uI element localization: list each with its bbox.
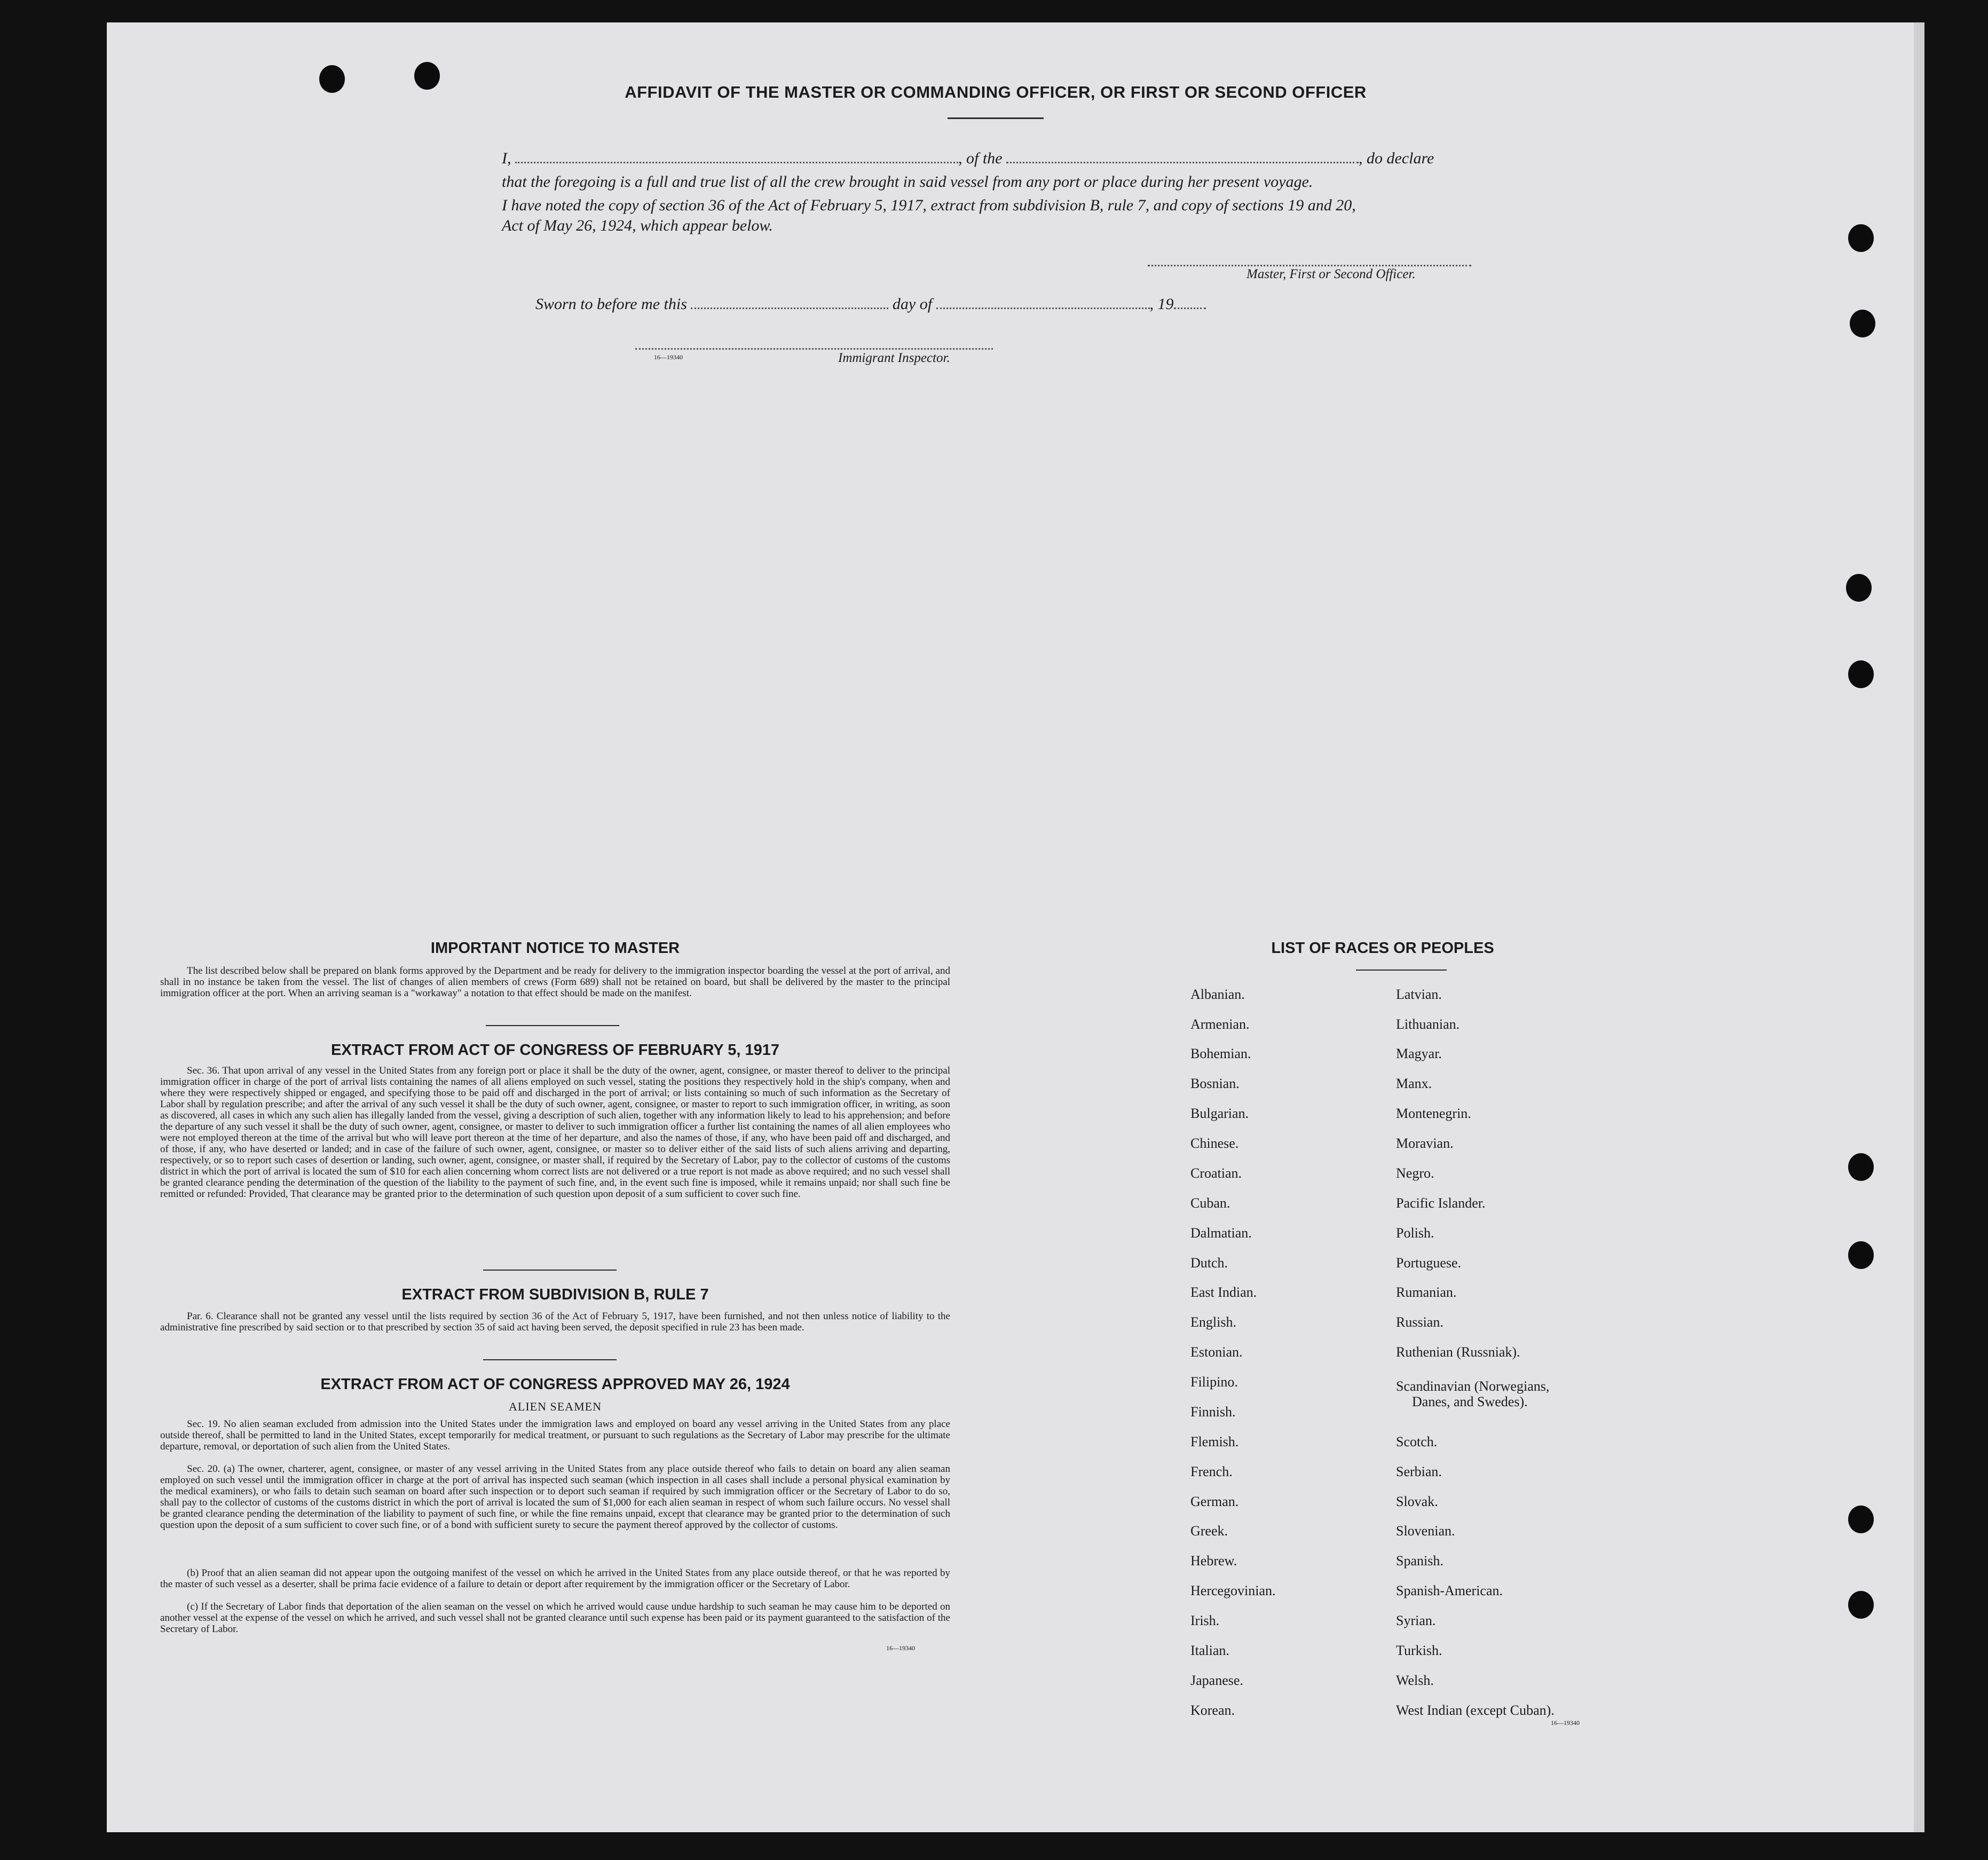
divider xyxy=(948,117,1044,119)
punch-hole xyxy=(1850,310,1875,337)
race-item: English. xyxy=(1190,1314,1236,1330)
punch-hole xyxy=(319,65,345,93)
notice-title: IMPORTANT NOTICE TO MASTER xyxy=(430,940,680,957)
punch-hole xyxy=(1848,224,1874,252)
race-item: Dalmatian. xyxy=(1190,1225,1252,1241)
sworn-label: Sworn to before me this xyxy=(535,295,687,313)
race-item: Greek. xyxy=(1190,1523,1228,1539)
race-item: Spanish-American. xyxy=(1396,1583,1503,1598)
master-signature-line[interactable] xyxy=(1148,265,1471,266)
page-edge xyxy=(1914,22,1924,1832)
race-item: Japanese. xyxy=(1190,1673,1243,1688)
race-item: Pacific Islander. xyxy=(1396,1195,1486,1211)
race-item: Hercegovinian. xyxy=(1190,1583,1276,1598)
race-item: West Indian (except Cuban). xyxy=(1396,1703,1555,1718)
divider xyxy=(1356,970,1447,971)
extract-1924-title: EXTRACT FROM ACT OF CONGRESS APPROVED MAY 26, 1924 xyxy=(320,1376,790,1393)
sec20c-text: (c) If the Secretary of Labor finds that deportation of the alien seaman on the vessel on which he arrived would cause undue hardship to such seaman he may cause him to be deported on another vessel at the expense of the vessel on which he arrived, and such vessel shall not be granted clearance until such expense has been paid or its payment guaranteed to the satisfaction of the Secretary of Labor. xyxy=(160,1601,950,1635)
affidavit-title: AFFIDAVIT OF THE MASTER OR COMMANDING OFFICER, OR FIRST OR SECOND OFFICER xyxy=(625,83,1367,101)
race-item: Dutch. xyxy=(1190,1255,1228,1271)
inspector-signature-line[interactable] xyxy=(635,348,993,350)
race-item: Negro. xyxy=(1396,1165,1434,1181)
divider xyxy=(486,1025,619,1026)
form-code: 16—19340 xyxy=(654,353,683,361)
races-title: LIST OF RACES OR PEOPLES xyxy=(1271,940,1494,957)
race-item: Spanish. xyxy=(1396,1553,1443,1569)
year-label: , 19 xyxy=(1149,295,1174,313)
race-item: Chinese. xyxy=(1190,1136,1239,1151)
punch-hole xyxy=(1848,660,1874,688)
race-item: Rumanian. xyxy=(1396,1284,1457,1300)
master-caption: Master, First or Second Officer. xyxy=(1247,267,1416,281)
race-item: Slovak. xyxy=(1396,1494,1438,1509)
race-item: Ruthenian (Russniak). xyxy=(1396,1344,1520,1360)
do-declare-label: , do declare xyxy=(1359,149,1434,167)
race-item: Magyar. xyxy=(1396,1046,1442,1061)
punch-hole xyxy=(414,62,440,90)
extract-1917-title: EXTRACT FROM ACT OF CONGRESS OF FEBRUARY 5, 1917 xyxy=(330,1042,780,1059)
race-item: Hebrew. xyxy=(1190,1553,1237,1569)
race-item: Irish. xyxy=(1190,1613,1220,1628)
declaration-line xyxy=(502,147,1495,170)
race-item: Croatian. xyxy=(1190,1165,1242,1181)
race-item: Filipino. xyxy=(1190,1374,1238,1390)
race-item: French. xyxy=(1190,1464,1233,1479)
race-item: Polish. xyxy=(1396,1225,1434,1241)
race-item: Scotch. xyxy=(1396,1434,1438,1449)
declaration-text-3: Act of May 26, 1924, which appear below. xyxy=(502,217,773,234)
sec19-text: Sec. 19. No alien seaman excluded from admission into the United States under the immigration laws and employed on board any vessel arriving in the United States from any place outside thereof, shall be permitted to land in the United States, except temporarily for medical treatment, or pursuant to such regulations as the Secretary of Labor may prescribe for the ultimate departure, removal, or deportation of such alien from the United States. xyxy=(160,1418,950,1452)
race-item: Lithuanian. xyxy=(1396,1016,1460,1032)
sworn-month-blank[interactable] xyxy=(936,305,1150,309)
extract-rule7-text: Par. 6. Clearance shall not be granted any vessel until the lists required by section 36 of the Act of February 5, 1917, have been furnished, and not then unless notice of liability to the administrative fine prescribed by said section or to that prescribed by section 35 of said act having been served, the deposit specified in rule 23 has been made. xyxy=(160,1311,950,1333)
day-of-label: day of xyxy=(892,295,933,313)
race-item: Korean. xyxy=(1190,1703,1235,1718)
declaration-text-2: I have noted the copy of section 36 of the Act of February 5, 1917, extract from subdivision B, rule 7, and copy of sections 19 and 20, xyxy=(502,196,1356,214)
extract-1917-text: Sec. 36. That upon arrival of any vessel in the United States from any foreign port or place it shall be the duty of the owner, agent, consignee, or master thereof to deliver to the principal immigration officer in charge of the port of arrival lists containing the names of all aliens employed on such vessel, stating the positions they respectively hold in the ship's company, when and where they were respectively shipped or engaged, and specifying those to be paid off and discharged in the port of arrival; or lists containing so much of such information as the Secretary of Labor shall by regulation prescribe; and after the arrival of any such vessel it shall be the duty of such owner, agent, consignee, or master to report to such immigration officer, in writing, as soon as discovered, all cases in which any such alien has illegally landed from the vessel, giving a description of such alien, together with any information likely to lead to his apprehension; and before the departure of any such vessel it shall be the duty of such owner, agent, consignee, or master to deliver to such immigration officer a further list containing the names of all alien employees who were not employed thereon at the time of the arrival but who will leave port thereon at the time of her departure, and also the names of those, if any, who have been paid off and discharged, and of those, if any, who have deserted or landed; and in case of the failure of such owner, agent, consignee, or master so to deliver either of the said lists of such aliens arriving and departing, respectively, or so to report such cases of desertion or landing, such owner, agent, consignee, or master shall, if required by the Secretary of Labor, pay to the collector of customs of the customs district in which the port of arrival is located the sum of $10 for each alien concerning whom correct lists are not delivered or a true report is not made as above required; and no such vessel shall be granted clearance pending the determination of the question of the liability to the payment of such fine, and, in the event such fine is imposed, while it remains unpaid; nor shall such fine be remitted or refunded: Provided, That clearance may be granted prior to the determination of such question upon deposit of a sum sufficient to cover such fine. xyxy=(160,1065,950,1200)
form-code: 16—19340 xyxy=(886,1644,915,1652)
alien-seamen-subtitle: ALIEN SEAMEN xyxy=(509,1400,602,1413)
punch-hole xyxy=(1846,574,1872,602)
race-item: Italian. xyxy=(1190,1643,1229,1658)
race-item: Portuguese. xyxy=(1396,1255,1462,1271)
race-item: Bohemian. xyxy=(1190,1046,1251,1061)
inspector-caption: Immigrant Inspector. xyxy=(838,351,950,365)
i-label: I, xyxy=(502,149,511,167)
sec20b-text: (b) Proof that an alien seaman did not appear upon the outgoing manifest of the vessel on which he arrived in the United States from any place outside thereof, or that he was reported by the master of such vessel as a deserter, shall be prima facie evidence of a failure to detain or deport after requirement by the immigration officer or the Secretary of Labor. xyxy=(160,1567,950,1590)
sworn-day-blank[interactable] xyxy=(691,305,888,309)
form-code: 16—19340 xyxy=(1551,1719,1580,1727)
race-item: Cuban. xyxy=(1190,1195,1230,1211)
notice-text: The list described below shall be prepared on blank forms approved by the Department and be ready for delivery to the immigration inspector boarding the vessel at the port of arrival, and shall in no instance be taken from the vessel. The list of changes of alien members of crews (Form 689) shall not be retained on board, but shall be delivered by the master to the principal immigration officer at the port. When an arriving seaman is a "workaway" a notation to that effect should be made on the manifest. xyxy=(160,965,950,999)
of-the-label: , of the xyxy=(958,149,1003,167)
race-item: Latvian. xyxy=(1396,987,1442,1002)
race-item: Flemish. xyxy=(1190,1434,1239,1449)
race-item-continuation: Danes, and Swedes). xyxy=(1412,1394,1528,1409)
race-item: Finnish. xyxy=(1190,1404,1236,1420)
punch-hole xyxy=(1848,1506,1874,1533)
race-item: Welsh. xyxy=(1396,1673,1434,1688)
race-item: Slovenian. xyxy=(1396,1523,1455,1539)
race-item: Turkish. xyxy=(1396,1643,1442,1658)
race-item: Montenegrin. xyxy=(1396,1106,1471,1121)
race-item: Estonian. xyxy=(1190,1344,1243,1360)
sworn-year-blank[interactable] xyxy=(1174,305,1206,309)
race-item: Bulgarian. xyxy=(1190,1106,1249,1121)
divider xyxy=(483,1359,617,1360)
race-item: Russian. xyxy=(1396,1314,1443,1330)
race-item: German. xyxy=(1190,1494,1239,1509)
extract-rule7-title: EXTRACT FROM SUBDIVISION B, RULE 7 xyxy=(401,1286,709,1303)
race-item: Albanian. xyxy=(1190,987,1245,1002)
race-item: Serbian. xyxy=(1396,1464,1442,1479)
race-item: Moravian. xyxy=(1396,1136,1454,1151)
race-item: Syrian. xyxy=(1396,1613,1436,1628)
vessel-blank[interactable] xyxy=(1006,160,1359,163)
name-blank[interactable] xyxy=(515,160,958,163)
punch-hole xyxy=(1848,1153,1874,1181)
divider xyxy=(483,1270,617,1271)
race-item: Armenian. xyxy=(1190,1016,1250,1032)
race-item: Manx. xyxy=(1396,1076,1432,1091)
sworn-line xyxy=(535,293,1283,316)
race-item: Bosnian. xyxy=(1190,1076,1240,1091)
sec20a-text: Sec. 20. (a) The owner, charterer, agent, consignee, or master of any vessel arriving in the United States from any place outside thereof who fails to detain on board any alien seaman employed on such vessel until the immigration officer in charge at the port of arrival has inspected such seaman (which inspection in all cases shall include a personal physical examination by the medical examiners), or who fails to detain such seaman on board after such inspection or to deport such seaman if required by such immigration officer or the Secretary of Labor to do so, shall pay to the collector of customs of the customs district in which the port of arrival is located the sum of $1,000 for each alien seaman in respect of whom such failure occurs. No vessel shall be granted clearance pending the determination of the liability to payment of such fine, or while the fine remains unpaid, except that clearance may be granted prior to the determination of such question upon the deposit of a sum sufficient to cover such fine, or of a bond with sufficient surety to secure the payment thereof approved by the collector of customs. xyxy=(160,1463,950,1531)
punch-hole xyxy=(1848,1591,1874,1619)
punch-hole xyxy=(1848,1241,1874,1269)
race-item: Scandinavian (Norwegians, xyxy=(1396,1378,1550,1394)
race-item: East Indian. xyxy=(1190,1284,1257,1300)
declaration-text-1: that the foregoing is a full and true list of all the crew brought in said vessel from any port or place during her present voyage. xyxy=(502,173,1313,191)
